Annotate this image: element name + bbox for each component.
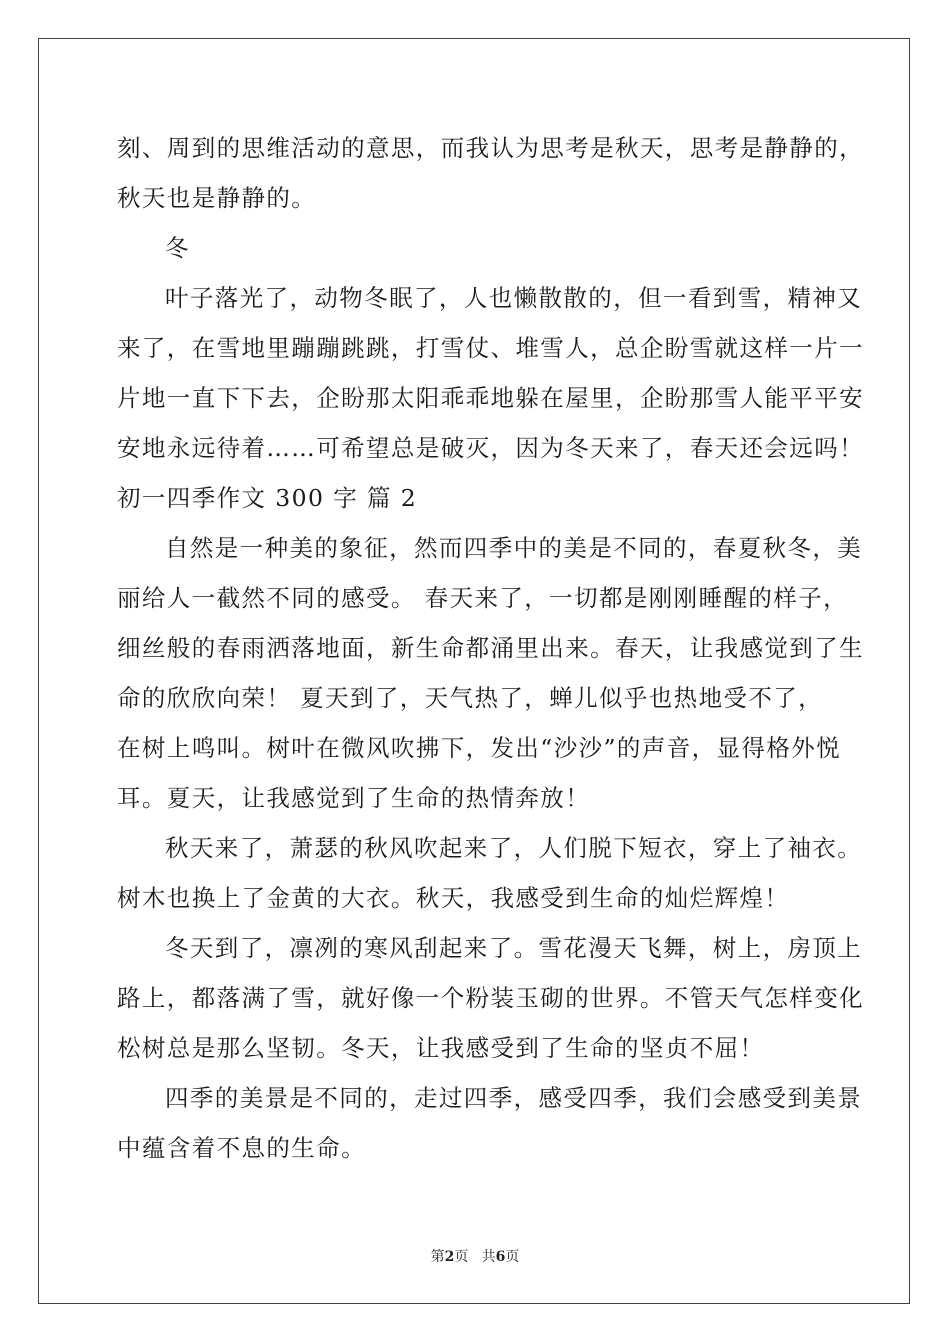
text-line: 树木也换上了金黄的大衣。秋天，我感受到生命的灿烂辉煌！ xyxy=(117,884,790,912)
text-line: 来了，在雪地里蹦蹦跳跳，打雪仗、堆雪人，总企盼雪就这样一片一 xyxy=(117,334,864,362)
page-footer xyxy=(0,1249,950,1265)
text-line: 自然是一种美的象征，然而四季中的美是不同的，春夏秋冬，美 xyxy=(165,534,863,562)
text-line: 耳。夏天，让我感觉到了生命的热情奔放！ xyxy=(117,784,591,812)
text-line: 命的欣欣向荣！ 夏天到了，天气热了，蝉儿似乎也热地受不了， xyxy=(117,684,824,712)
total-label-prefix: 共 xyxy=(481,1249,496,1265)
total-label-suffix: 页 xyxy=(505,1249,520,1265)
text-line: 刻、周到的思维活动的意思，而我认为思考是秋天，思考是静静的， xyxy=(117,134,864,162)
text-line: 秋天也是静静的。 xyxy=(117,184,317,212)
text-line: 路上，都落满了雪，就好像一个粉装玉砌的世界。不管天气怎样变化 xyxy=(117,984,864,1012)
text-line: 细丝般的春雨洒落地面，新生命都涌里出来。春天，让我感觉到了生 xyxy=(117,634,864,662)
page-number: 2 xyxy=(444,1249,455,1265)
text-line: 冬天到了，凛冽的寒风刮起来了。雪花漫天飞舞，树上，房顶上 xyxy=(165,934,863,962)
text-line: 秋天来了，萧瑟的秋风吹起来了，人们脱下短衣，穿上了袖衣。 xyxy=(165,834,863,862)
text-line: 叶子落光了，动物冬眠了，人也懒散散的，但一看到雪，精神又 xyxy=(165,284,863,312)
text-line: 丽给人一截然不同的感受。 春天来了，一切都是刚刚睡醒的样子， xyxy=(117,584,848,612)
text-line: 安地永远待着……可希望总是破灭，因为冬天来了，春天还会远吗！ xyxy=(117,434,864,462)
text-line: 松树总是那么坚韧。冬天，让我感受到了生命的坚贞不屈！ xyxy=(117,1034,765,1062)
section-heading: 冬 xyxy=(165,234,190,262)
text-line: 片地一直下下去，企盼那太阳乖乖地躲在屋里，企盼那雪人能平平安 xyxy=(117,384,864,412)
text-line: 四季的美景是不同的，走过四季，感受四季，我们会感受到美景 xyxy=(165,1084,863,1112)
total-pages: 6 xyxy=(495,1249,506,1265)
page-label-suffix: 页 xyxy=(454,1249,469,1265)
page-label-prefix: 第 xyxy=(430,1249,445,1265)
page-border xyxy=(38,38,910,1304)
text-line: 在树上鸣叫。树叶在微风吹拂下，发出“沙沙”的声音，显得格外悦 xyxy=(117,734,842,762)
article-title: 初一四季作文 300 字 篇 2 xyxy=(117,484,418,512)
text-line: 中蕴含着不息的生命。 xyxy=(117,1134,366,1162)
